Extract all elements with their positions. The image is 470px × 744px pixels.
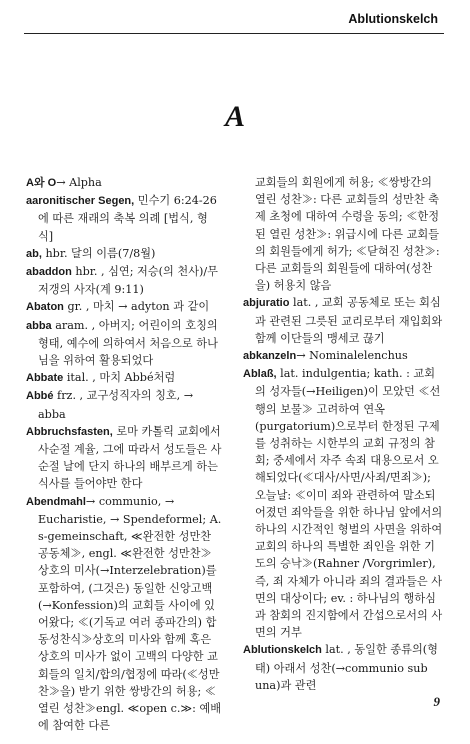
entry-definition: aram. , 아버지; 어린이의 호칭의 형태, 예수에 의하여서 처음으로 하나님을 위하여 활용되었다: [38, 318, 218, 368]
section-letter: A: [224, 100, 245, 133]
entry-headword: Abaton: [26, 301, 64, 314]
dictionary-entry: [26, 298, 222, 316]
header-rule: [24, 33, 444, 34]
dictionary-entry: [26, 493, 222, 735]
entry-definition: → Alpha: [56, 176, 102, 189]
entry-headword: A와 O: [26, 177, 57, 189]
left-column: [26, 174, 222, 735]
entry-definition: 로마 카톨릭 교회에서 사순절 계율, 그에 따라서 성도들은 사순절 날에 단지 하나의 배부르게 하는 식사를 들어야만 한다: [38, 424, 222, 491]
entry-definition: lat. indulgentia; kath. : 교회의 성자들(→Heiligen)이 모았던 ≪선행의 보물≫ 고려하여 연옥(purgatorium)으로부터 한정된 구제를 성취하는 시한부의 교회 규정의 참회; 중세에서 자주 속죄 대용으로서 오해되었다(≪대사/사면/사죄/면죄≫); 오늘날: ≪이미 죄와 관련하여 말소되어졌던 죄악들을 위한 하나님 앞에서의 하나의 시간적인 형벌의 사면을 위하여 교회의 하나의 특별한 죄인을 위한 기도의 승낙≫(Rahner /Vorgrimler), 즉, 죄 자체가 아니라 죄의 결과들은 사면의 대상이다; ev. : 하나님의 행하심과 참회의 진지함에서 간섭으로서의 사면의 거부: [255, 367, 443, 640]
dictionary-entry: [26, 369, 222, 387]
entry-headword: ab,: [26, 247, 42, 260]
dictionary-entry: [243, 174, 445, 294]
dictionary-entry: [26, 245, 222, 263]
entry-definition: ital. , 마치 Abbé처럼: [63, 371, 176, 385]
entry-definition: lat. , 동일한 종류의(형태) 아래서 성찬(→communio sub una)과 관련: [255, 643, 438, 692]
entry-headword: Ablaß,: [243, 368, 277, 381]
page-number: 9: [433, 694, 440, 709]
running-header-title: Ablutionskelch: [348, 12, 438, 26]
entry-definition: 교회들의 회원에게 허용; ≪쌍방간의 열린 성찬≫: 다른 교회들의 성만찬 축제 초청에 대하여 수령을 동의; ≪한정된 열린 성찬≫: 위급시에 다른 교회들의 회원들에게 허가; ≪닫혀진 성찬≫: 다른 교회들의 회원들에 대하여(성찬을) 허용치 않음: [255, 176, 440, 293]
dictionary-entry: [243, 347, 445, 365]
entry-headword: abjuratio: [243, 297, 290, 310]
entry-definition: gr. , 마치 → adyton 과 같이: [63, 300, 210, 314]
entry-headword: Ablutionskelch: [243, 644, 322, 657]
entry-definition: → communio, → Eucharistie, → Spendeformel; A. s-gemeinschaft, ≪완전한 성만찬 공동체≫, engl. ≪완전한 성만찬≫ 상호의 미사(→Interzelebration)를 포함하여, (그것은) 동일한 신앙고백(→Konfession)의 교회들 사이에 있어왔다; ≪(기독교 여러 종파간의) 합동성찬식≫상호의 미사와 함께 혹은 상호의 미사가 없이 고백의 다양한 교회들의 일치/합의/협정에 따라(≪성만찬≫을) 받기 위한 쌍방간의 허용; ≪열린 성찬≫engl. ≪open c.≫: 예배에 참여한 다른: [38, 494, 222, 733]
dictionary-entry: [243, 294, 445, 347]
entry-definition: hbr. 달의 이름(7/8월): [41, 246, 156, 260]
entry-headword: Abbate: [26, 372, 64, 385]
dictionary-entry: [26, 192, 222, 245]
dictionary-entry: [26, 387, 222, 422]
entry-headword: Abbruchsfasten,: [26, 425, 113, 438]
entry-definition: → Nominalelenchus: [296, 349, 408, 363]
dictionary-entry: [26, 317, 222, 370]
entry-headword: Abendmahl: [26, 495, 86, 508]
dictionary-entry: [26, 263, 222, 298]
right-column: [243, 174, 445, 694]
dictionary-entry: [243, 365, 445, 641]
entry-headword: abkanzeln: [243, 350, 297, 363]
entry-definition: frz. , 교구성직자의 칭호, → abba: [38, 389, 194, 421]
dictionary-entry: [26, 174, 222, 192]
entry-headword: abba: [26, 319, 52, 332]
running-header: [0, 0, 470, 40]
entry-headword: abaddon: [26, 266, 72, 279]
entry-definition: 민수기 6:24-26에 따른 재래의 축복 의례 [법식, 형식]: [38, 194, 217, 243]
dictionary-entry: [26, 423, 222, 493]
entry-headword: aaronitischer Segen,: [26, 195, 135, 208]
entry-definition: hbr. , 심연; 저승(의 천사)/무저갱의 사자(계 9:11): [38, 265, 218, 297]
entry-headword: Abbé: [26, 390, 54, 403]
dictionary-entry: [243, 641, 445, 694]
entry-definition: lat. , 교회 공동체로 또는 회심과 관련된 그릇된 교리로부터 재입회와 함께 이단들의 맹세코 끊기: [255, 296, 443, 345]
